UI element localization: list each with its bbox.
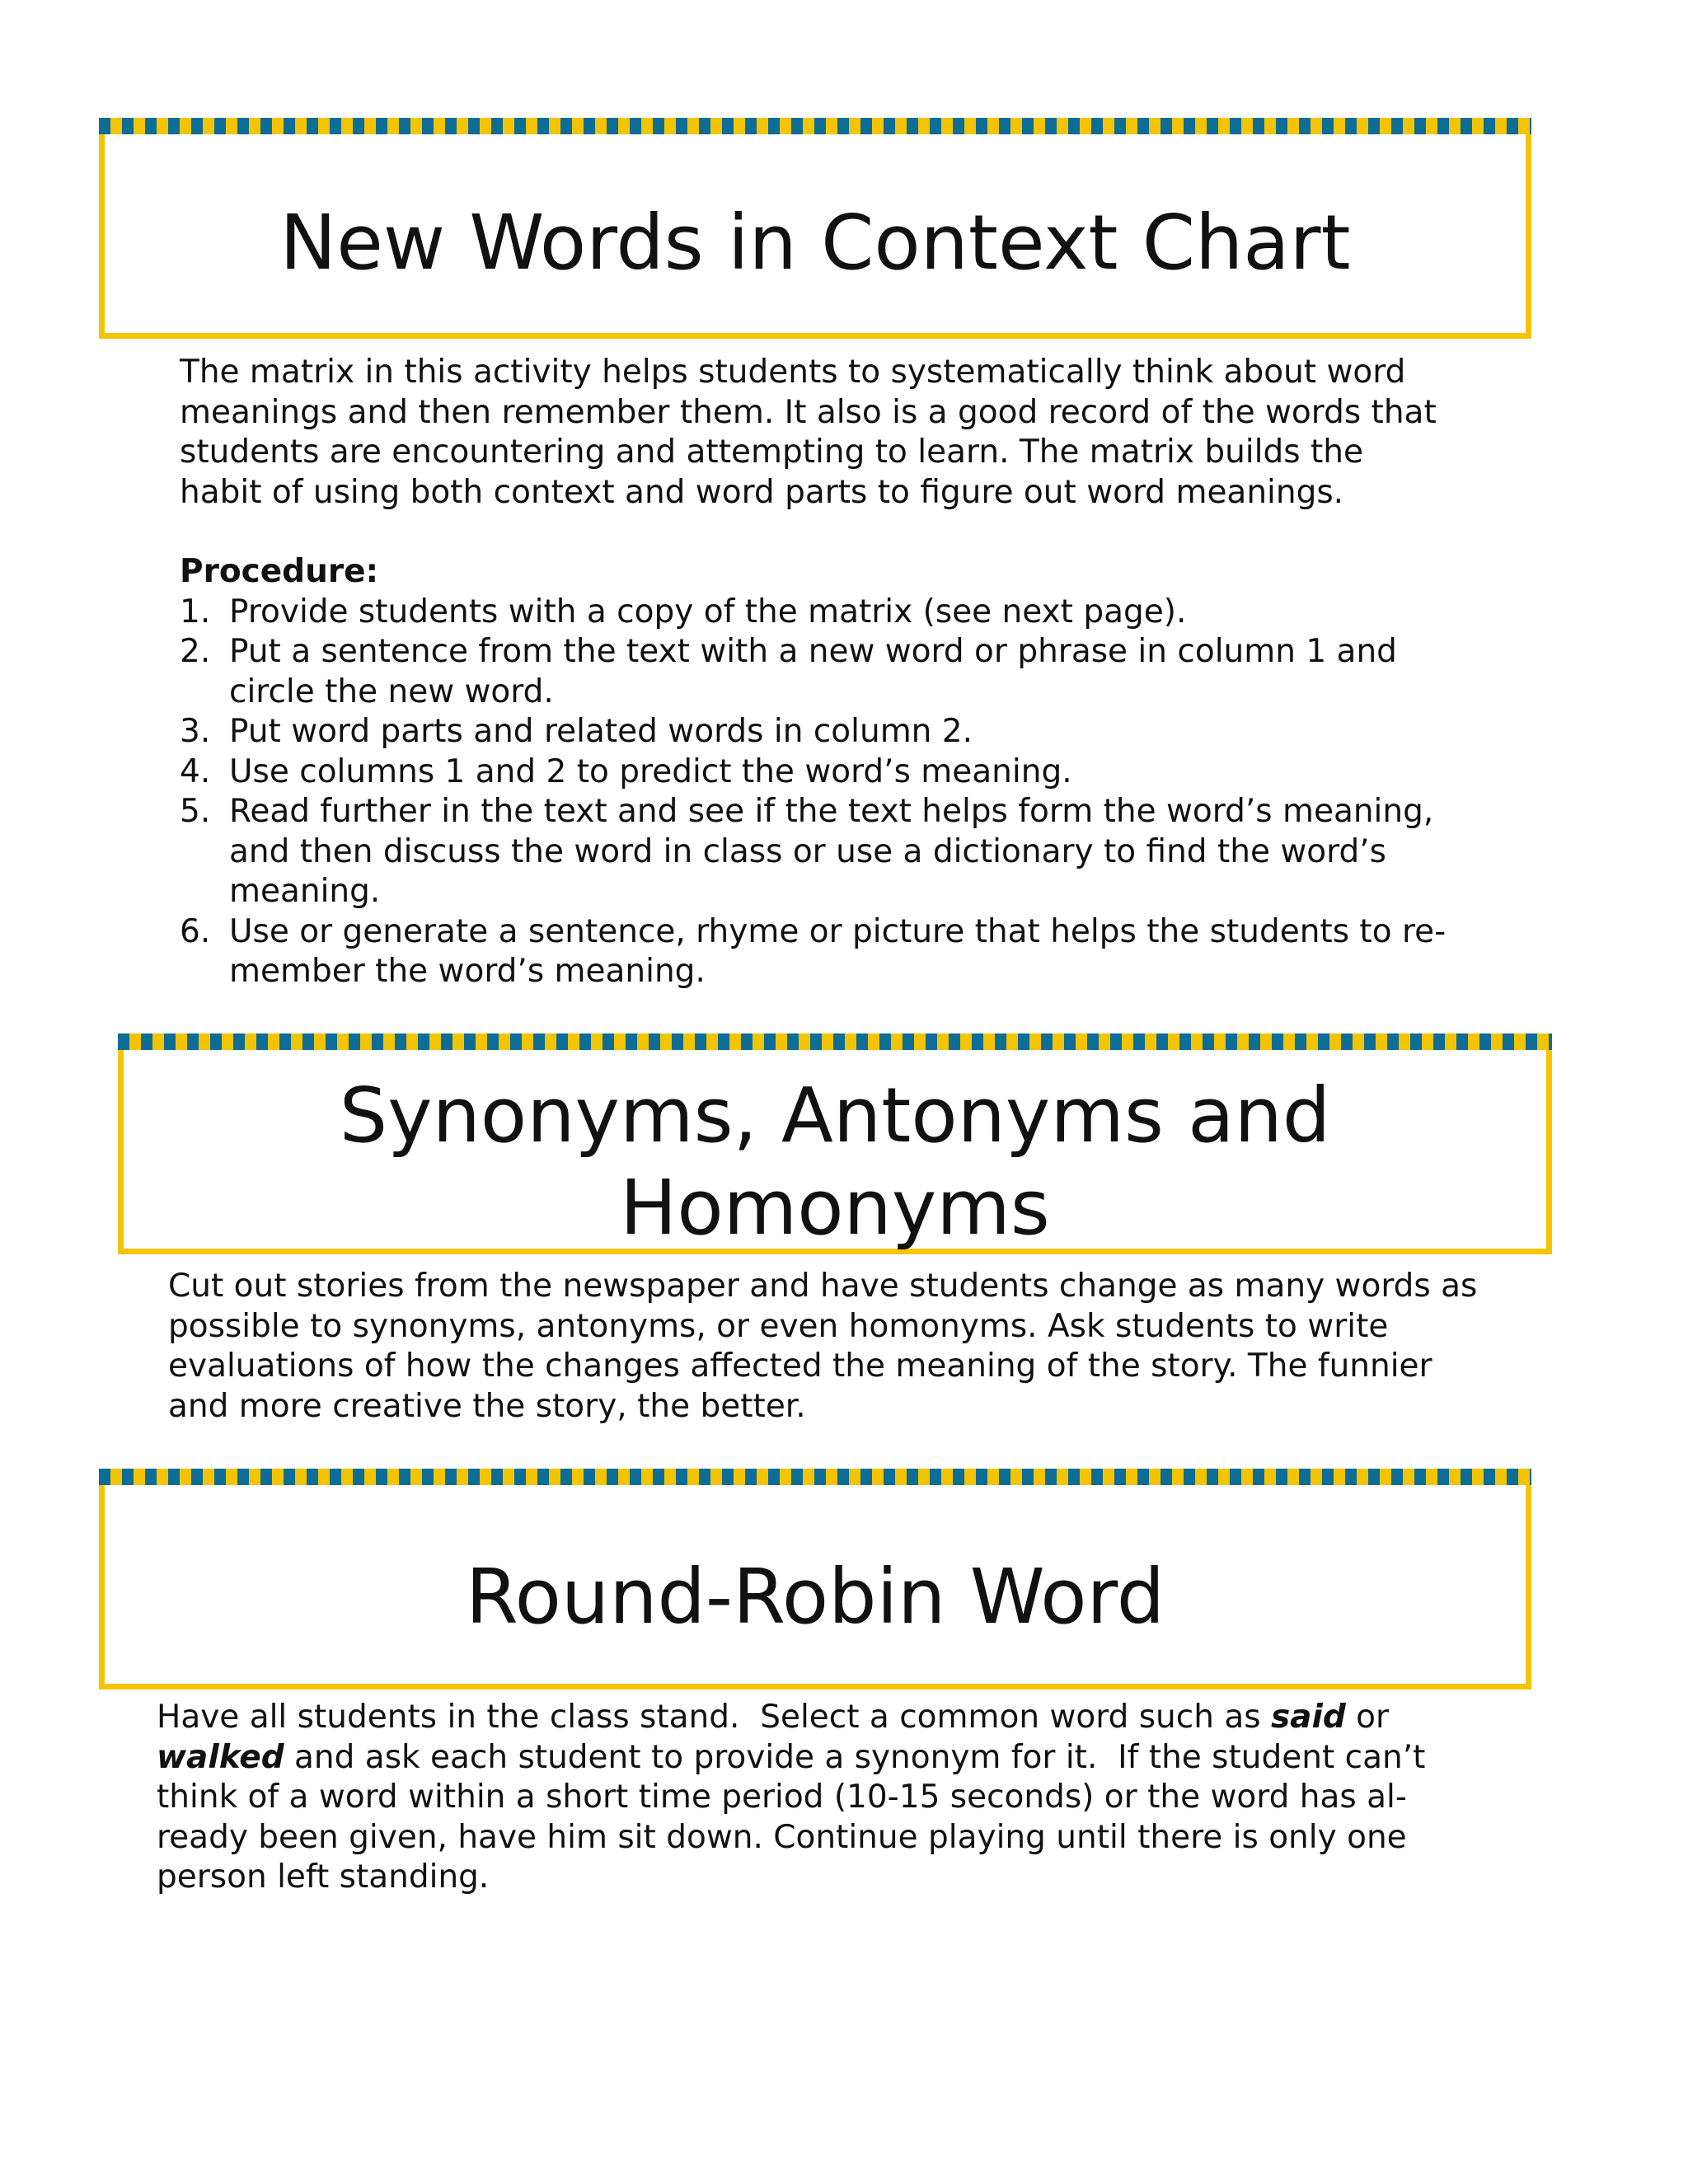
- procedure-list: [180, 593, 1446, 992]
- text-line: and more creative the story, the better.: [168, 1387, 806, 1425]
- step-number: 1.: [180, 593, 211, 630]
- text-line: person left standing.: [157, 1858, 490, 1896]
- section3-title-box: [99, 1469, 1531, 1690]
- decorative-stripe: [99, 1469, 1531, 1485]
- step-text: Use columns 1 and 2 to predict the word’s meaning.: [229, 752, 1072, 790]
- section3-title: Round-Robin Word: [465, 1553, 1165, 1641]
- step-text: Use or generate a sentence, rhyme or picture that helps the students to re-: [229, 912, 1447, 950]
- procedure-step: [180, 593, 1446, 633]
- text-line: The matrix in this activity helps students to systematically think about word: [180, 354, 1406, 391]
- step-number: 3.: [180, 713, 211, 750]
- procedure-heading: Procedure:: [180, 553, 379, 590]
- section3-body: [157, 1698, 1425, 1898]
- text-line: [157, 1698, 1425, 1738]
- step-text: Read further in the text and see if the text helps form the word’s meaning,: [229, 793, 1434, 830]
- text-line: Cut out stories from the newspaper and have students change as many words as: [168, 1268, 1478, 1305]
- text-line: evaluations of how the changes affected the meaning of the story. The funnier: [168, 1347, 1432, 1385]
- step-text: and then discuss the word in class or use a dictionary to find the word’s: [229, 832, 1386, 870]
- procedure-step: [180, 912, 1446, 992]
- decorative-stripe: [99, 118, 1531, 134]
- text-line: students are encountering and attempting to learn. The matrix builds the: [180, 434, 1363, 471]
- text-line: possible to synonyms, antonyms, or even homonyms. Ask students to write: [168, 1307, 1389, 1345]
- section1-title: New Words in Context Chart: [279, 199, 1351, 287]
- procedure-step: [180, 632, 1446, 712]
- text-line: think of a word within a short time period (10-15 seconds) or the word has al-: [157, 1779, 1407, 1816]
- text-fragment: Have all students in the class stand. Select a common word such as: [157, 1699, 1271, 1736]
- text-line: [157, 1738, 1425, 1779]
- step-text: circle the new word.: [229, 673, 554, 710]
- section2-title: [124, 1070, 1546, 1254]
- step-text: Put a sentence from the text with a new word or phrase in column 1 and: [229, 633, 1397, 670]
- procedure-step: [180, 752, 1446, 793]
- text-line: habit of using both context and word parts to figure out word meanings.: [180, 473, 1344, 511]
- section2-body: [168, 1267, 1477, 1427]
- procedure-step: [180, 792, 1446, 912]
- section1-intro: [180, 353, 1437, 513]
- emphasized-word: said: [1270, 1699, 1346, 1736]
- step-text: Provide students with a copy of the matrix (see next page).: [229, 593, 1187, 630]
- step-number: 4.: [180, 752, 211, 790]
- decorative-stripe: [118, 1033, 1552, 1050]
- section1-title-box: [99, 118, 1531, 339]
- text-fragment: and ask each student to provide a synonym for it. If the student can’t: [284, 1738, 1426, 1776]
- text-line: ready been given, have him sit down. Continue playing until there is only one: [157, 1818, 1407, 1856]
- step-text: meaning.: [229, 873, 381, 910]
- text-fragment: or: [1345, 1699, 1390, 1736]
- step-number: 2.: [180, 633, 211, 670]
- section2-title-line: Homonyms: [620, 1164, 1050, 1252]
- procedure-block: [180, 552, 1446, 992]
- emphasized-word: walked: [157, 1738, 284, 1776]
- section2-title-line: Synonyms, Antonyms and: [339, 1071, 1331, 1160]
- step-number: 5.: [180, 793, 211, 830]
- step-text: member the word’s meaning.: [229, 953, 706, 990]
- text-line: meanings and then remember them. It also is a good record of the words that: [180, 393, 1437, 431]
- step-number: 6.: [180, 912, 211, 950]
- procedure-step: [180, 712, 1446, 752]
- step-text: Put word parts and related words in column 2.: [229, 713, 973, 750]
- section2-title-box: [118, 1033, 1552, 1254]
